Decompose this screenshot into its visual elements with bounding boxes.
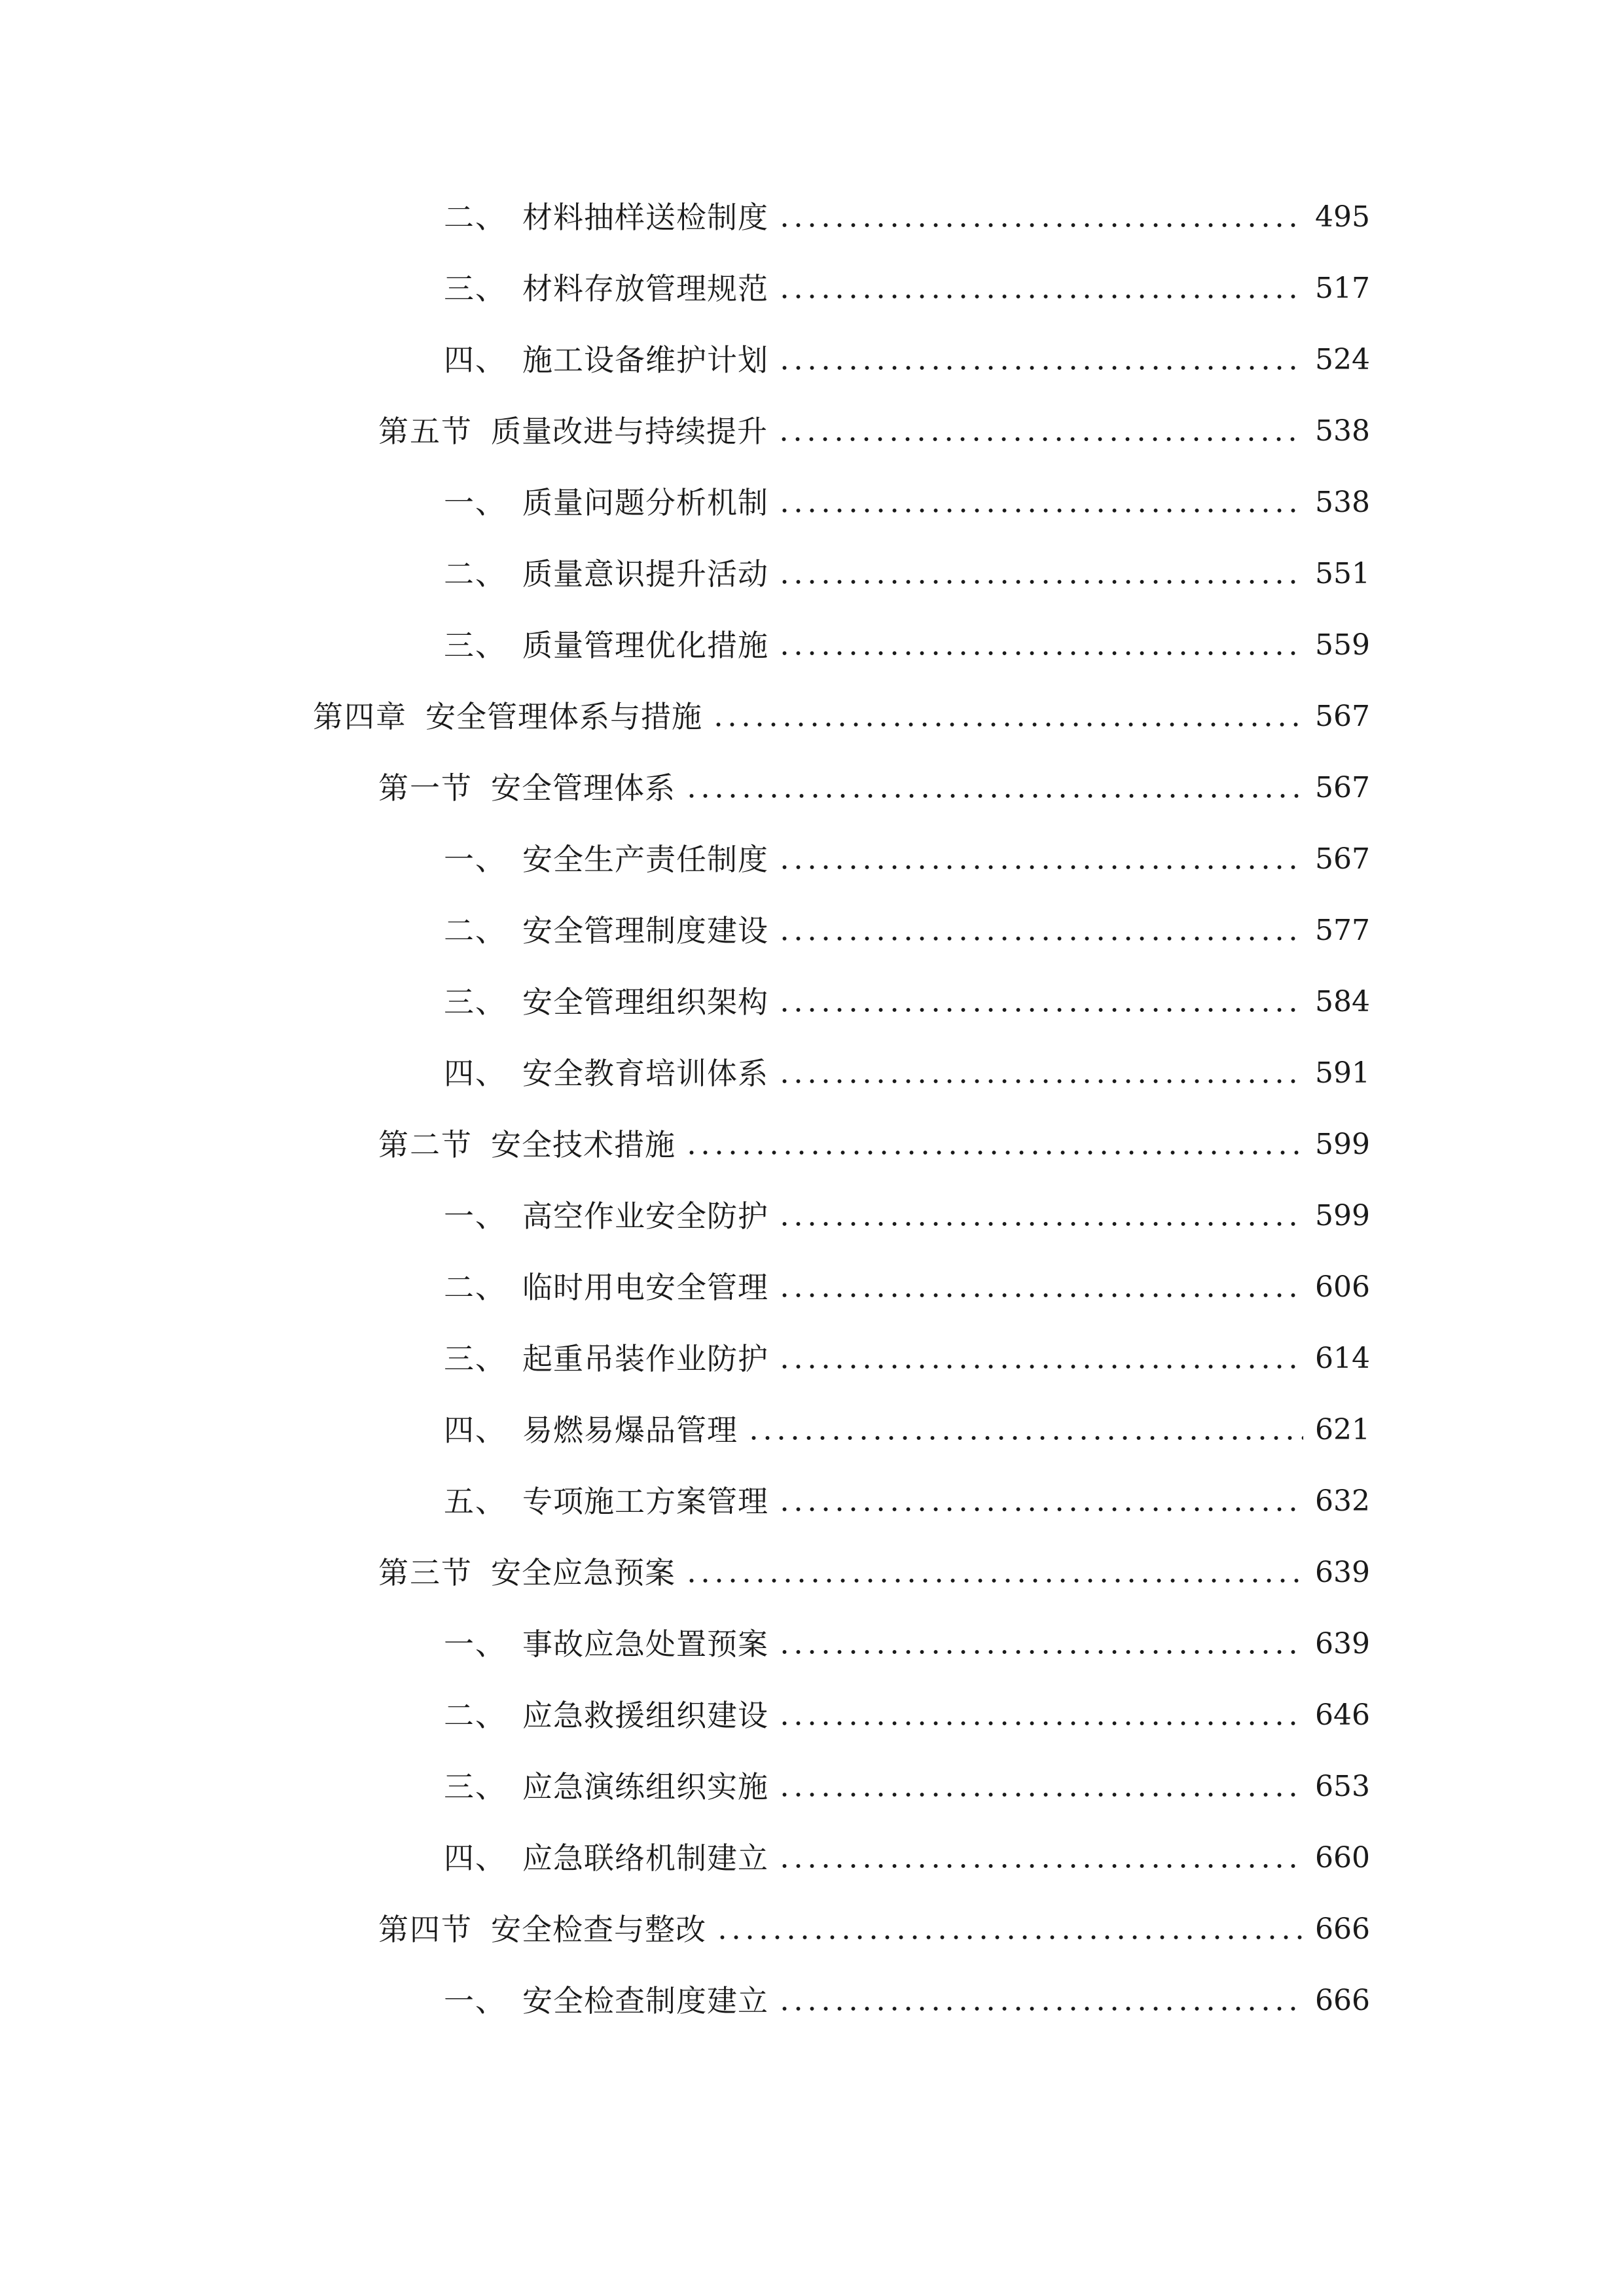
dot-leader [778, 833, 1303, 886]
dot-leader [778, 262, 1303, 315]
entry-page-number: 559 [1315, 628, 1370, 662]
dot-leader [778, 1190, 1303, 1242]
dot-leader [712, 691, 1303, 743]
toc-entry[interactable] [444, 1475, 1370, 1528]
toc-entry[interactable] [313, 691, 1370, 743]
entry-title: 安全应急预案 [491, 1555, 676, 1590]
toc-entry[interactable] [444, 1047, 1370, 1100]
entry-title: 安全生产责任制度 [522, 842, 768, 877]
dot-leader [778, 1975, 1303, 2027]
entry-page-number: 524 [1315, 343, 1370, 376]
entry-title: 材料存放管理规范 [522, 271, 768, 306]
dot-leader [778, 191, 1303, 243]
entry-title: 安全管理体系 [491, 770, 676, 806]
toc-entry[interactable] [444, 1190, 1370, 1242]
dot-leader [778, 1618, 1303, 1670]
entry-page-number: 567 [1315, 700, 1370, 733]
entry-title: 质量管理优化措施 [522, 628, 768, 663]
entry-number: 四、 [444, 1412, 507, 1448]
toc-entry[interactable] [444, 1832, 1370, 1884]
toc-entry[interactable] [444, 1618, 1370, 1670]
toc-entry[interactable] [444, 548, 1370, 600]
entry-title: 安全检查与整改 [491, 1912, 706, 1947]
entry-page-number: 639 [1315, 1627, 1370, 1660]
entry-title: 安全教育培训体系 [522, 1056, 768, 1091]
toc-entry[interactable] [378, 1119, 1370, 1171]
entry-page-number: 666 [1315, 1984, 1370, 2017]
toc-entry[interactable] [444, 1404, 1370, 1456]
dot-leader [778, 548, 1303, 600]
toc-entry[interactable] [444, 905, 1370, 957]
entry-title: 质量改进与持续提升 [491, 414, 768, 449]
entry-number: 第四节 [378, 1912, 473, 1947]
dot-leader [685, 1119, 1303, 1171]
entry-title: 安全检查制度建立 [522, 1983, 768, 2018]
entry-page-number: 653 [1315, 1770, 1370, 1803]
entry-number: 三、 [444, 1341, 507, 1376]
entry-title: 应急演练组织实施 [522, 1769, 768, 1804]
entry-page-number: 517 [1315, 272, 1370, 305]
entry-number: 三、 [444, 628, 507, 663]
entry-number: 三、 [444, 1769, 507, 1804]
toc-entry[interactable] [378, 1903, 1370, 1956]
dot-leader [715, 1903, 1303, 1956]
entry-page-number: 660 [1315, 1841, 1370, 1874]
dot-leader [685, 1547, 1303, 1599]
entry-title: 高空作业安全防护 [522, 1198, 768, 1234]
entry-number: 三、 [444, 271, 507, 306]
entry-page-number: 495 [1315, 200, 1370, 234]
toc-entry[interactable] [378, 405, 1370, 457]
dot-leader [777, 405, 1303, 457]
entry-number: 第三节 [378, 1555, 473, 1590]
entry-page-number: 621 [1315, 1413, 1370, 1446]
toc-entry[interactable] [444, 619, 1370, 672]
dot-leader [778, 1333, 1303, 1385]
entry-number: 三、 [444, 984, 507, 1020]
entry-page-number: 599 [1315, 1128, 1370, 1161]
entry-page-number: 567 [1315, 842, 1370, 876]
entry-number: 一、 [444, 842, 507, 877]
entry-page-number: 591 [1315, 1056, 1370, 1090]
toc-entry[interactable] [444, 1975, 1370, 2027]
entry-number: 四、 [444, 342, 507, 378]
entry-title: 易燃易爆品管理 [522, 1412, 738, 1448]
dot-leader [778, 905, 1303, 957]
entry-title: 临时用电安全管理 [522, 1270, 768, 1305]
entry-page-number: 646 [1315, 1698, 1370, 1732]
dot-leader [778, 1689, 1303, 1742]
entry-page-number: 538 [1315, 414, 1370, 448]
entry-title: 事故应急处置预案 [522, 1626, 768, 1662]
toc-entry[interactable] [444, 833, 1370, 886]
dot-leader [778, 976, 1303, 1028]
dot-leader [778, 1761, 1303, 1813]
dot-leader [778, 1832, 1303, 1884]
entry-title: 质量问题分析机制 [522, 485, 768, 520]
entry-title: 安全管理组织架构 [522, 984, 768, 1020]
entry-page-number: 599 [1315, 1199, 1370, 1232]
entry-title: 施工设备维护计划 [522, 342, 768, 378]
entry-number: 二、 [444, 556, 507, 592]
entry-number: 第二节 [378, 1127, 473, 1162]
entry-number: 一、 [444, 1198, 507, 1234]
toc-entry[interactable] [444, 191, 1370, 243]
entry-number: 第四章 [313, 699, 407, 734]
dot-leader [778, 476, 1303, 529]
entry-page-number: 577 [1315, 914, 1370, 947]
toc-entry[interactable] [444, 1261, 1370, 1314]
entry-number: 第一节 [378, 770, 473, 806]
entry-number: 四、 [444, 1840, 507, 1876]
entry-number: 第五节 [378, 414, 473, 449]
entry-title: 应急救援组织建设 [522, 1698, 768, 1733]
dot-leader [778, 334, 1303, 386]
entry-page-number: 606 [1315, 1270, 1370, 1304]
entry-title: 安全技术措施 [491, 1127, 676, 1162]
entry-number: 一、 [444, 1983, 507, 2018]
entry-title: 起重吊装作业防护 [522, 1341, 768, 1376]
toc-entry[interactable] [444, 1689, 1370, 1742]
dot-leader [778, 1047, 1303, 1100]
entry-page-number: 632 [1315, 1484, 1370, 1518]
dot-leader [778, 619, 1303, 672]
toc-entry[interactable] [444, 476, 1370, 529]
entry-number: 二、 [444, 1270, 507, 1305]
entry-number: 四、 [444, 1056, 507, 1091]
toc-entry[interactable] [444, 262, 1370, 315]
entry-title: 安全管理制度建设 [522, 913, 768, 948]
dot-leader [778, 1261, 1303, 1314]
entry-number: 二、 [444, 1698, 507, 1733]
entry-title: 应急联络机制建立 [522, 1840, 768, 1876]
entry-number: 二、 [444, 913, 507, 948]
entry-page-number: 538 [1315, 486, 1370, 519]
entry-page-number: 639 [1315, 1556, 1370, 1589]
entry-title: 材料抽样送检制度 [522, 200, 768, 235]
entry-number: 二、 [444, 200, 507, 235]
entry-number: 五、 [444, 1484, 507, 1519]
entry-title: 质量意识提升活动 [522, 556, 768, 592]
toc-entry[interactable] [444, 1333, 1370, 1385]
entry-page-number: 567 [1315, 771, 1370, 804]
entry-page-number: 551 [1315, 557, 1370, 590]
toc-entry[interactable] [444, 976, 1370, 1028]
entry-page-number: 614 [1315, 1342, 1370, 1375]
entry-page-number: 584 [1315, 985, 1370, 1018]
entry-page-number: 666 [1315, 1912, 1370, 1946]
entry-number: 一、 [444, 485, 507, 520]
dot-leader [778, 1475, 1303, 1528]
entry-title: 安全管理体系与措施 [425, 699, 702, 734]
dot-leader [747, 1404, 1303, 1456]
toc-entry[interactable] [444, 1761, 1370, 1813]
entry-number: 一、 [444, 1626, 507, 1662]
entry-title: 专项施工方案管理 [522, 1484, 768, 1519]
dot-leader [685, 762, 1303, 814]
toc-entry[interactable] [378, 1547, 1370, 1599]
toc-entry[interactable] [378, 762, 1370, 814]
toc-entry[interactable] [444, 334, 1370, 386]
